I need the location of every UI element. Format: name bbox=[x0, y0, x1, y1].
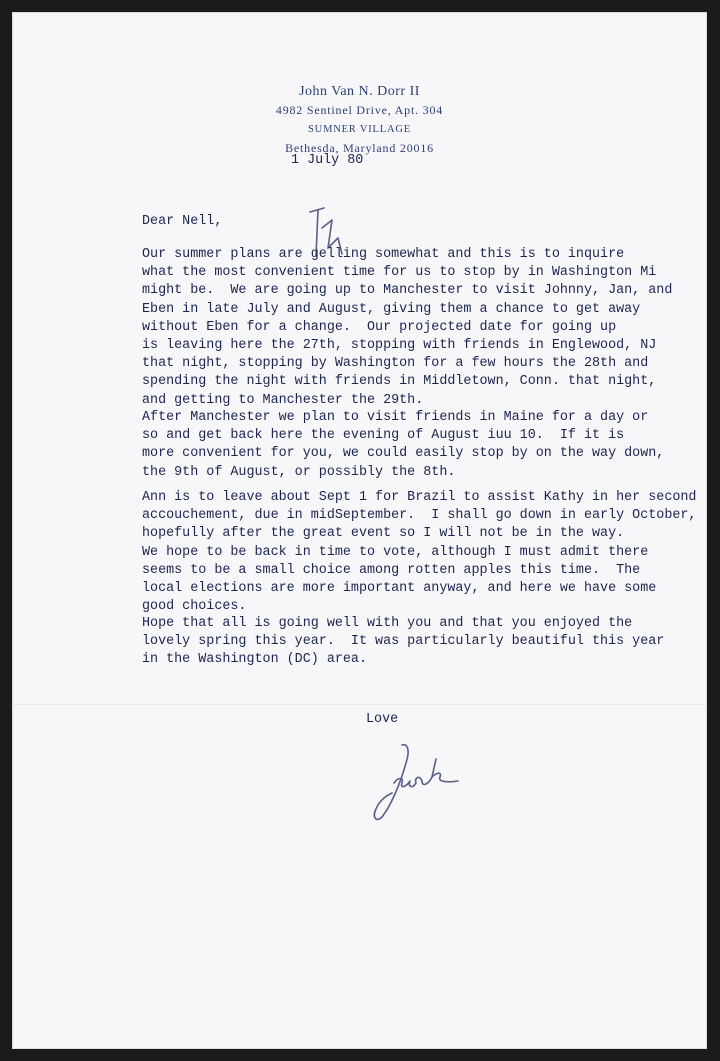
paragraph-ann-brazil: Ann is to leave about Sept 1 for Brazil to assist Kathy in her second accouchement, due in midSeptember. I shall go down in early October, hopefully after the great event so I will not be in the way. We hope to be back in time to vote, although I must admit there seems to be a small choice among rotten apples this time. The local elections are more important anyway, and here we have some good choices. bbox=[142, 490, 697, 615]
letter-page bbox=[12, 12, 707, 1049]
salutation: Dear Nell, bbox=[142, 214, 223, 229]
paper-fold-line bbox=[12, 704, 707, 705]
signature-jack bbox=[362, 737, 472, 827]
letterhead-village: SUMNER VILLAGE bbox=[308, 124, 411, 135]
letterhead-name: John Van N. Dorr II bbox=[299, 84, 420, 99]
letterhead-address: 4982 Sentinel Drive, Apt. 304 bbox=[275, 103, 444, 117]
letter-date: 1 July 80 bbox=[291, 153, 364, 168]
letterhead bbox=[12, 82, 707, 158]
closing-love: Love bbox=[366, 712, 399, 727]
paragraph-after-manchester: After Manchester we plan to visit friends in Maine for a day or so and get back here the evening of August iuu 10. If it is more convenient for you, we could easily stop by on the way down, the 9th of August, or possibly the 8th. bbox=[142, 410, 665, 480]
paragraph-closing-wishes: Hope that all is going well with you and that you enjoyed the lovely spring this year. It was particularly beautiful this year in the Washington (DC) area. bbox=[142, 616, 665, 668]
letterhead-city: Bethesda, Maryland 20016 bbox=[285, 141, 434, 155]
paragraph-summer-plans: Our summer plans are gelling somewhat and this is to inquire what the most convenient time for us to stop by in Washington Mi might be. We are going up to Manchester to visit Johnny, Jan, and Eben in late July and August, giving them a chance to get away without Eben for a change. Our projected date for going up is leaving here the 27th, stopping with friends in Englewood, NJ that night, stopping by Washington for a few hours the 28th and spending the night with friends in Middletown, Conn. that night, and getting to Manchester the 29th. bbox=[142, 247, 673, 408]
